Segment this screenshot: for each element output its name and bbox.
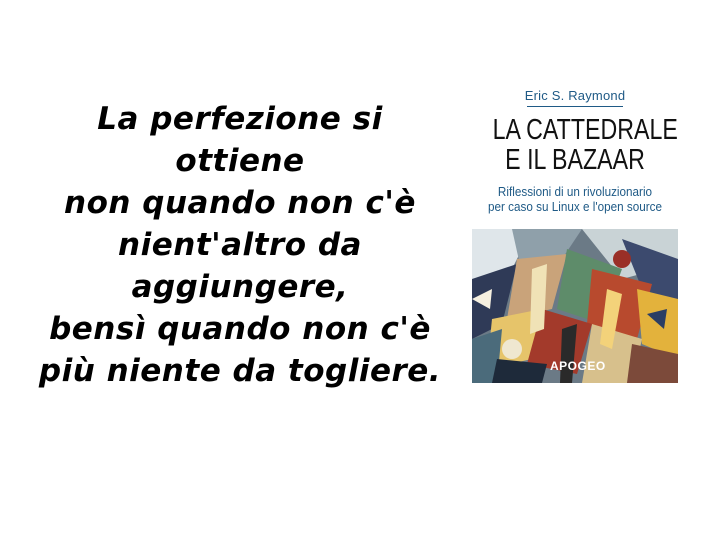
quote-line: La perfezione si bbox=[97, 101, 383, 137]
book-title bbox=[492, 114, 678, 176]
book-subtitle-line: Riflessioni di un rivoluzionario bbox=[497, 184, 653, 199]
publisher-logo: APOGEO bbox=[550, 359, 606, 373]
book-subtitle-line: per caso su Linux e l'open source bbox=[488, 199, 662, 214]
author-underline bbox=[527, 106, 623, 107]
book-title-line: E IL BAZAAR bbox=[505, 144, 645, 176]
quote-line: nient'altro da bbox=[118, 227, 362, 263]
quote-line: bensì quando non c'è bbox=[49, 311, 431, 347]
quote-text bbox=[12, 98, 468, 392]
quote-line: più niente da togliere. bbox=[38, 353, 442, 389]
quote-line: ottiene bbox=[175, 143, 305, 179]
quote-line: aggiungere, bbox=[131, 269, 349, 305]
book-cover bbox=[472, 83, 678, 383]
quote-line: non quando non c'è bbox=[64, 185, 416, 221]
book-subtitle bbox=[482, 184, 667, 214]
book-title-line: LA CATTEDRALE bbox=[492, 114, 678, 146]
book-author: Eric S. Raymond bbox=[524, 88, 626, 103]
